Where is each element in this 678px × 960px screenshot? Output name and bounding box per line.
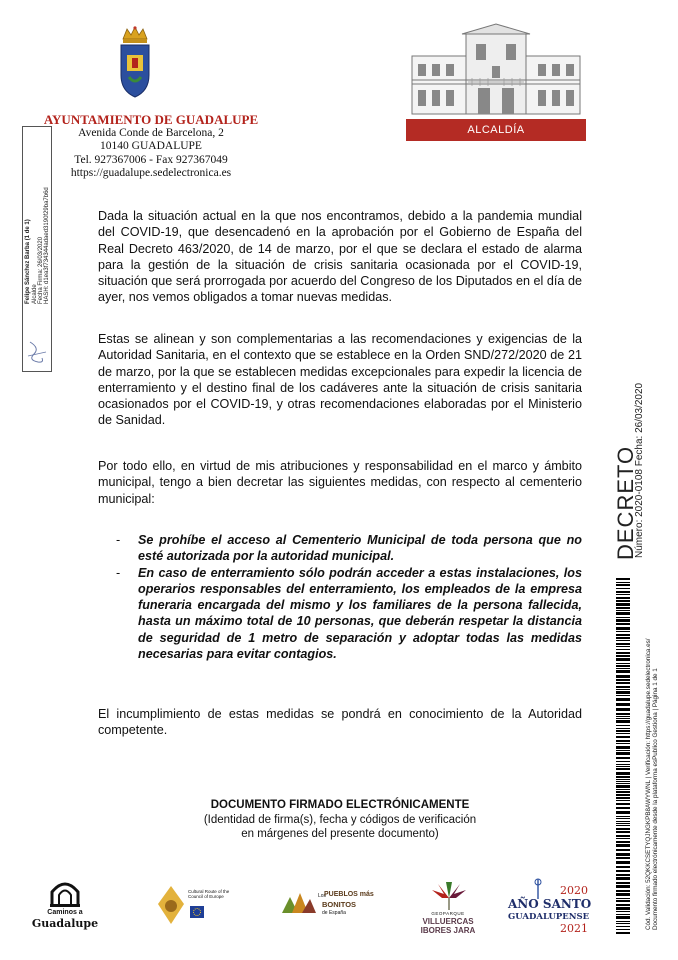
barcode-bar [616,877,630,880]
barcode-bar [616,870,630,872]
signed-title: DOCUMENTO FIRMADO ELECTRÓNICAMENTE [210,799,470,811]
barcode-bar [616,643,630,645]
barcode-bar [616,907,630,910]
barcode-bar [616,679,630,681]
barcode-bar [616,882,630,884]
barcode-bar [616,811,630,814]
barcode-bar [616,828,630,830]
signed-subtitle-2: en márgenes del presente documento) [241,828,439,840]
barcode-bar [616,789,630,790]
cultural-route-label: Cultural Route of the Council of Europe [188,889,230,899]
barcode-bar [616,803,630,805]
barcode-bar [616,746,630,749]
barcode-bar [616,619,630,622]
bullet-dash: - [116,565,121,580]
barcode-bar [616,916,630,919]
office-label: ALCALDÍA [406,119,586,141]
barcode-bar [616,857,630,859]
barcode-bar [616,932,630,934]
barcode-bar [616,750,630,751]
barcode-bar [616,698,630,701]
ano-sub: GUADALUPENSE [508,912,590,922]
org-phone: Tel. 927367006 - Fax 927367049 [74,154,228,166]
barcode-bar [616,844,630,847]
ano-year-bottom: 2021 [560,922,588,935]
barcode-bar [616,800,630,801]
caminos-arch-icon [48,878,82,908]
barcode-bar [616,689,630,690]
barcode-bar [616,874,630,876]
barcode-bar [616,764,630,765]
barcode-bar [616,890,630,892]
decree-title: DECRETO [613,445,638,560]
barcode-bar [616,682,630,684]
barcode-bar [616,703,630,706]
pueblos-pre: Los [318,893,327,899]
verification-code: Cód. Validación: 52QKKCSETYQJNGKPB8AWYWNL | Verificación: https://guadalupe.sedelectronica.es/ [645,638,652,930]
paragraph-3: Por todo ello, en virtud de mis atribuciones y responsabilidad en el marco y ámbito municipal, tengo a bien decretar las siguientes medidas, con respecto al cementerio municipal: [98,459,582,506]
signer-name: Felipe Sánchez Barba (1 de 1) [25,219,31,304]
geoparque-leaves-icon [428,880,470,912]
barcode-bar [616,866,630,868]
org-address: Avenida Conde de Barcelona, 2 [78,127,224,139]
barcode-bar [616,821,630,822]
barcode-bar [616,743,630,744]
barcode-bar [616,740,630,742]
barcode-bar [616,893,630,896]
signed-subtitle-1: (Identidad de firma(s), fecha y códigos de verificación [203,814,477,826]
barcode-bar [616,695,630,696]
barcode-bar [616,823,630,824]
barcode-bar [616,603,630,606]
barcode-bar [616,783,630,784]
barcode-bar [616,640,630,641]
barcode-bar [616,686,630,688]
signature-scribble-icon [26,338,48,366]
barcode-bar [616,658,630,661]
caminos-line2: Guadalupe [31,917,99,930]
org-name: AYUNTAMIENTO DE GUADALUPE [43,112,259,127]
barcode-bar [616,670,630,673]
barcode-bar [616,691,630,694]
barcode-bar [616,761,630,762]
barcode-icon [616,578,630,934]
barcode-bar [616,720,630,723]
barcode-bar [616,607,630,609]
town-hall-building-icon [406,22,586,118]
barcode-bar [616,668,630,669]
barcode-bar [616,885,630,888]
barcode-bar [616,612,630,615]
barcode-bar [616,713,630,715]
barcode-bar [616,911,630,912]
barcode-bar [616,728,630,729]
barcode-bar [616,631,630,632]
geoparque-line2: IBORES JARA [420,926,476,935]
signer-role: Alcalde [32,284,38,304]
barcode-bar [616,772,630,775]
ano-year-top: 2020 [560,884,588,897]
barcode-bar [616,716,630,717]
barcode-bar [616,718,630,719]
barcode-bar [616,776,630,778]
barcode-bar [616,588,630,589]
barcode-bar [616,898,630,899]
barcode-bar [616,794,630,796]
geoparque-line1: VILLUERCAS [422,917,474,926]
paragraph-2: Estas se alinean y son complementarias a las recomendaciones y exigencias de la Autoridad Sanitaria, en el contexto que se establece en la Orden SND/272/2020 de 21 de marzo, por la que se establecen medidas excepcionales para expedir la licencia de enterramiento y el destino final de los cadáveres ante la situación de crisis sanitaria ocasionados por el COVID-19, y otras recomendaciones elaboradas por el Ministerio de Sanidad. [98,332,582,428]
measure-item: - En caso de enterramiento sólo podrán acceder a estas instalaciones, los operarios responsables del enterramiento, los empleados de la empresa funeraria encargada del mismo y los familiares de la persona fallecida, hasta un máximo total de 10 personas, que deberán respetar la distancia de seguridad de 1 metro de separación y adoptar todas las medidas necesarias para evitar contagios. [116,565,582,662]
barcode-bar [616,929,630,930]
barcode-bar [616,663,630,664]
barcode-bar [616,818,630,819]
barcode-bar [616,637,630,639]
barcode-bar [616,853,630,856]
barcode-bar [616,816,630,817]
barcode-bar [616,921,630,922]
barcode-bar [616,582,630,583]
barcode-bar [616,634,630,636]
bullet-dash: - [116,533,121,547]
barcode-bar [616,708,630,711]
barcode-bar [616,841,630,843]
barcode-bar [616,849,630,851]
barcode-bar [616,838,630,839]
barcode-bar [616,597,630,599]
barcode-bar [616,623,630,625]
org-website: https://guadalupe.sedelectronica.es [70,167,232,179]
barcode-bar [616,825,630,826]
council-europe-flag-icon [190,906,204,918]
geoparque-small: GEOPARQUE [431,911,465,916]
barcode-bar [616,675,630,678]
barcode-bar [616,652,630,654]
barcode-bar [616,591,630,593]
barcode-bar [616,923,630,924]
barcode-bar [616,730,630,732]
barcode-bar [616,831,630,833]
ano-main: AÑO SANTO [508,897,592,911]
paragraph-4: El incumplimiento de estas medidas se pondrá en conocimiento de la Autoridad competente. [98,707,582,738]
caminos-line1: Caminos a [47,909,83,916]
signature-date: Fecha Firma: 26/03/2020 [38,236,44,304]
coat-of-arms-icon [117,25,153,101]
barcode-bar [616,768,630,770]
paragraph-1: Dada la situación actual en la que nos encontramos, debido a la pandemia mundial del COVID-19, que desencadenó en la aprobación por el Gobierno de España del Real Decreto 463/2020, de 14 de marzo, por el que se declara el estado de alarma para la gestión de la situación de crisis sanitaria ocasionada por el COVID-19, situación que será prorrogada por acuerdo del Congreso de los Diputados en el día de ayer, nos vemos obligados a tomar nuevas medidas. [98,209,582,305]
barcode-bar [616,584,630,586]
barcode-bar [616,926,630,927]
barcode-bar [616,736,630,738]
barcode-bar [616,578,630,580]
barcode-bar [616,900,630,902]
pueblos-mid: BONITOS [322,900,357,909]
barcode-bar [616,779,630,780]
barcode-bar [616,914,630,915]
signature-hash: HASH: d1ea3f734344adaed3190f29ba7b6d [44,187,50,304]
measure-item: - Se prohíbe el acceso al Cementerio Municipal de toda persona que no esté autorizada por la autoridad municipal. [116,533,582,564]
barcode-bar [616,797,630,799]
barcode-bar [616,649,630,650]
barcode-bar [616,785,630,788]
pueblos-bonitos-icon [280,887,318,917]
barcode-bar [616,600,630,602]
measures-list [116,532,582,662]
barcode-bar [616,725,630,726]
barcode-bar [616,594,630,595]
barcode-bar [616,610,630,611]
barcode-bar [616,781,630,782]
barcode-bar [616,617,630,618]
barcode-bar [616,627,630,630]
decree-number: Número: 2020-0108 Fecha: 26/03/2020 [634,382,645,558]
barcode-bar [616,835,630,837]
barcode-bar [616,655,630,657]
barcode-bar [616,807,630,809]
barcode-bar [616,904,630,906]
barcode-bar [616,752,630,755]
pueblos-post: de España [322,910,346,916]
barcode-bar [616,757,630,759]
platform-note: Documento firmado electrónicamente desde la plataforma esPublico Gestiona | Página 1 de 1 [652,668,659,930]
barcode-bar [616,791,630,793]
org-postal: 10140 GUADALUPE [100,140,202,152]
barcode-bar [616,733,630,734]
barcode-bar [616,646,630,647]
barcode-bar [616,861,630,864]
pueblos-main: PUEBLOS más [324,891,374,898]
cultural-route-icon [156,884,186,928]
barcode-bar [616,665,630,667]
barcode-bar [616,766,630,767]
